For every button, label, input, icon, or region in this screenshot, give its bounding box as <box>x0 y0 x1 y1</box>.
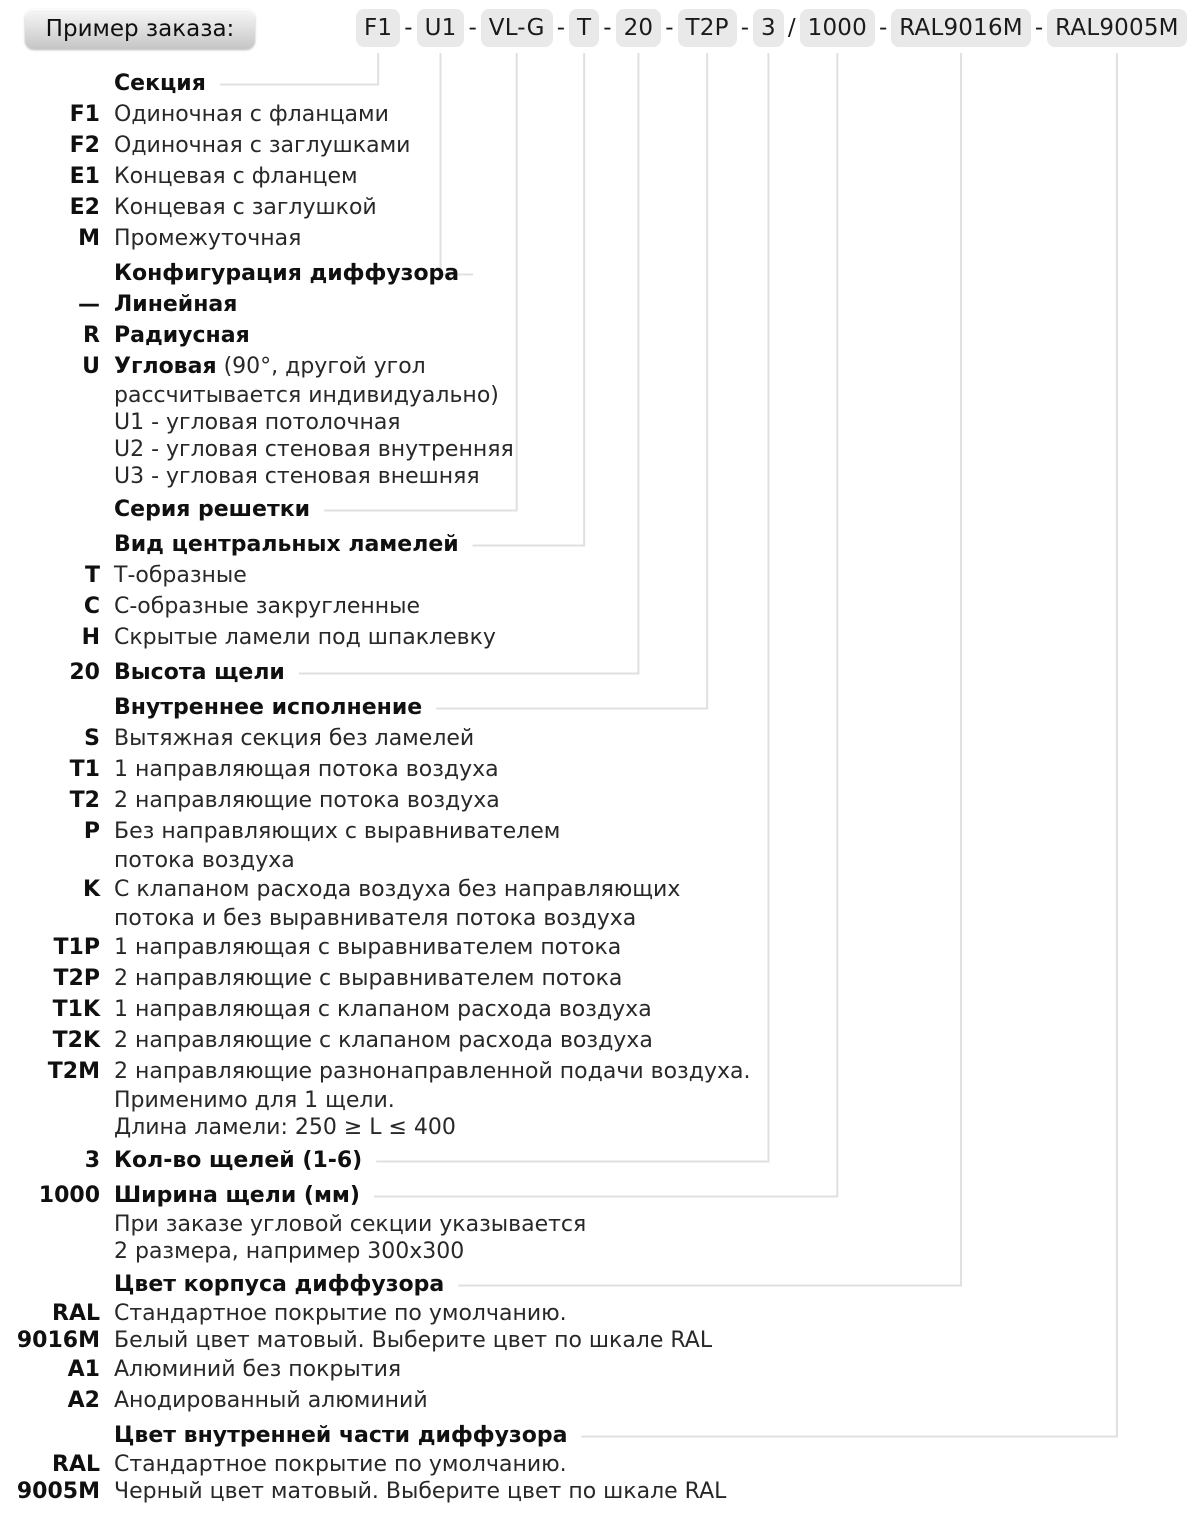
section-header-text: Кол-во щелей (1-6) <box>114 1148 363 1173</box>
code-segment-t: T <box>569 9 599 47</box>
legend-code: A1 <box>67 1357 100 1382</box>
legend-desc <box>114 1145 1088 1176</box>
legend-desc: U3 - угловая стеновая внешняя <box>114 464 480 489</box>
code-segment-ral9016m: RAL9016M <box>891 9 1031 47</box>
legend-section-header-vid <box>8 529 1088 560</box>
legend-code: T2K <box>52 1028 100 1053</box>
code-segment-vlg: VL-G <box>481 9 553 47</box>
legend-row <box>8 161 1088 192</box>
legend-desc <box>114 1420 1088 1451</box>
code-segment-n3: 3 <box>753 9 784 47</box>
legend-list <box>8 64 1088 1505</box>
legend-row <box>8 1385 1088 1416</box>
legend-desc: U2 - угловая стеновая внутренняя <box>114 437 514 462</box>
legend-desc: Т-образные <box>114 563 247 588</box>
legend-code: E1 <box>69 164 100 189</box>
legend-row <box>8 994 1088 1025</box>
legend-row-continuation <box>8 1238 1088 1265</box>
legend-row <box>8 723 1088 754</box>
legend-desc: Угловая (90°, другой угол <box>114 354 426 379</box>
legend-desc: С-образные закругленные <box>114 594 421 619</box>
legend-code: T1K <box>52 997 100 1022</box>
legend-desc: Без направляющих с выравнивателем <box>114 819 561 844</box>
legend-code: T <box>84 563 100 588</box>
section-header-text: Цвет корпуса диффузора <box>114 1272 445 1297</box>
code-segment-f1: F1 <box>356 9 400 47</box>
legend-section-header-vysota <box>8 657 1088 688</box>
legend-desc: Концевая с заглушкой <box>114 195 377 220</box>
legend-desc <box>114 258 1088 289</box>
legend-code: U <box>82 354 100 379</box>
legend-desc: Алюминий без покрытия <box>114 1357 402 1382</box>
legend-row-continuation <box>8 436 1088 463</box>
section-header-text: Секция <box>114 71 206 96</box>
code-segment-h20: 20 <box>616 9 662 47</box>
legend-code: RAL 9016M <box>16 1301 100 1353</box>
legend-code: S <box>84 726 100 751</box>
legend-code: T2 <box>69 788 100 813</box>
legend-code: 20 <box>69 660 100 685</box>
legend-row <box>8 192 1088 223</box>
code-separator: - <box>603 15 612 41</box>
legend-row-continuation <box>8 409 1088 436</box>
legend-code: K <box>82 877 100 902</box>
legend-row <box>8 289 1088 320</box>
code-segment-n1000: 1000 <box>800 9 875 47</box>
legend-row-continuation <box>8 1211 1088 1238</box>
legend-code: T2P <box>53 966 100 991</box>
legend-desc: Одиночная с фланцами <box>114 102 389 127</box>
legend-code: 1000 <box>38 1183 100 1208</box>
legend-row <box>8 932 1088 963</box>
legend-row-continuation <box>8 1114 1088 1141</box>
legend-desc: Анодированный алюминий <box>114 1388 428 1413</box>
legend-desc <box>114 692 1088 723</box>
section-header-text: Высота щели <box>114 660 285 685</box>
legend-row <box>8 223 1088 254</box>
legend-desc: 2 направляющие разнонаправленной подачи воздуха. <box>114 1059 751 1084</box>
code-separator: - <box>878 15 888 41</box>
legend-code: P <box>83 819 100 844</box>
section-header-text: Внутреннее исполнение <box>114 695 423 720</box>
legend-row <box>8 754 1088 785</box>
legend-row-continuation <box>8 382 1088 409</box>
legend-row <box>8 99 1088 130</box>
legend-code: A2 <box>67 1388 100 1413</box>
legend-desc: С клапаном расхода воздуха без направляющих <box>114 877 681 902</box>
legend-desc: Промежуточная <box>114 226 302 251</box>
legend-desc <box>114 657 1088 688</box>
legend-desc: Радиусная <box>114 323 250 348</box>
legend-row <box>8 130 1088 161</box>
legend-desc: рассчитывается индивидуально) <box>114 383 499 408</box>
section-header-text: Ширина щели (мм) <box>114 1183 360 1208</box>
legend-section-header-kolvo <box>8 1145 1088 1176</box>
legend-desc <box>114 1180 1088 1211</box>
section-header-text: Конфигурация диффузора <box>114 261 460 286</box>
legend-desc: Применимо для 1 щели. <box>114 1088 395 1113</box>
legend-desc: потока и без выравнивателя потока воздуха <box>114 906 637 931</box>
legend-desc: Линейная <box>114 292 238 317</box>
legend-section-header-sec <box>8 68 1088 99</box>
legend-desc: Скрытые ламели под шпаклевку <box>114 625 496 650</box>
legend-desc: Длина ламели: 250 ≥ L ≤ 400 <box>114 1115 456 1140</box>
legend-row <box>8 320 1088 351</box>
code-separator: / <box>787 15 796 41</box>
legend-desc: потока воздуха <box>114 848 295 873</box>
legend-row <box>8 874 1088 905</box>
legend-row-continuation <box>8 463 1088 490</box>
legend-code: C <box>83 594 100 619</box>
legend-row <box>8 785 1088 816</box>
legend-code: M <box>78 226 100 251</box>
legend-row <box>8 1056 1088 1087</box>
legend-row <box>8 816 1088 847</box>
legend-section-header-vnut <box>8 692 1088 723</box>
legend-code: E2 <box>69 195 100 220</box>
legend-desc: Стандартное покрытие по умолчанию. Белый цвет матовый. Выберите цвет по шкале RAL <box>114 1301 713 1353</box>
code-separator: - <box>404 15 413 41</box>
order-code-row <box>356 9 1187 47</box>
legend-desc: 2 размера, например 300x300 <box>114 1239 465 1264</box>
legend-row-continuation <box>8 905 1088 932</box>
legend-row <box>8 1354 1088 1385</box>
legend-row-continuation <box>8 847 1088 874</box>
legend-row-continuation <box>8 1087 1088 1114</box>
code-segment-t2p: T2P <box>678 9 737 47</box>
legend-desc <box>114 529 1088 560</box>
legend-code: RAL 9005M <box>16 1452 100 1504</box>
legend-section-header-seriya <box>8 494 1088 525</box>
legend-code: F1 <box>69 102 100 127</box>
code-separator: - <box>665 15 674 41</box>
legend-section-header-konf <box>8 258 1088 289</box>
section-header-text: Серия решетки <box>114 497 311 522</box>
order-example-label: Пример заказа: <box>25 9 255 49</box>
legend-desc <box>114 1269 1088 1300</box>
legend-code: R <box>83 323 100 348</box>
code-separator: - <box>1034 15 1044 41</box>
legend-desc: Одиночная с заглушками <box>114 133 411 158</box>
legend-desc: 2 направляющие с выравнивателем потока <box>114 966 623 991</box>
code-separator: - <box>468 15 477 41</box>
legend-row <box>8 560 1088 591</box>
legend-code: 3 <box>84 1148 100 1173</box>
legend-row <box>8 1300 1088 1354</box>
legend-section-header-cvet2 <box>8 1420 1088 1451</box>
legend-section-header-shirina <box>8 1180 1088 1211</box>
code-separator: - <box>740 15 750 41</box>
legend-desc: 1 направляющая потока воздуха <box>114 757 499 782</box>
legend-code: — <box>78 292 100 317</box>
legend-section-header-cvet1 <box>8 1269 1088 1300</box>
code-separator: - <box>556 15 565 41</box>
legend-row <box>8 351 1088 382</box>
legend-row <box>8 591 1088 622</box>
legend-desc: 2 направляющие потока воздуха <box>114 788 500 813</box>
legend-desc: 1 направляющая с выравнивателем потока <box>114 935 622 960</box>
code-segment-u1: U1 <box>417 9 465 47</box>
code-segment-ral9005m: RAL9005M <box>1047 9 1187 47</box>
legend-row <box>8 963 1088 994</box>
legend-desc: Вытяжная секция без ламелей <box>114 726 475 751</box>
legend-code: T2M <box>47 1059 100 1084</box>
legend-code: T1P <box>53 935 100 960</box>
legend-desc: При заказе угловой секции указывается <box>114 1212 587 1237</box>
legend-desc: 1 направляющая с клапаном расхода воздуха <box>114 997 652 1022</box>
legend-desc <box>114 68 1088 99</box>
legend-desc: Концевая с фланцем <box>114 164 358 189</box>
legend-desc: 2 направляющие с клапаном расхода воздуха <box>114 1028 653 1053</box>
legend-row <box>8 1025 1088 1056</box>
legend-desc: U1 - угловая потолочная <box>114 410 401 435</box>
legend-code: T1 <box>69 757 100 782</box>
legend-desc: Стандартное покрытие по умолчанию. Черный цвет матовый. Выберите цвет по шкале RAL <box>114 1452 727 1504</box>
section-header-text: Вид центральных ламелей <box>114 532 459 557</box>
section-header-text: Цвет внутренней части диффузора <box>114 1423 568 1448</box>
legend-row <box>8 622 1088 653</box>
legend-code: H <box>81 625 100 650</box>
legend-desc <box>114 494 1088 525</box>
legend-row <box>8 1451 1088 1505</box>
legend-code: F2 <box>69 133 100 158</box>
